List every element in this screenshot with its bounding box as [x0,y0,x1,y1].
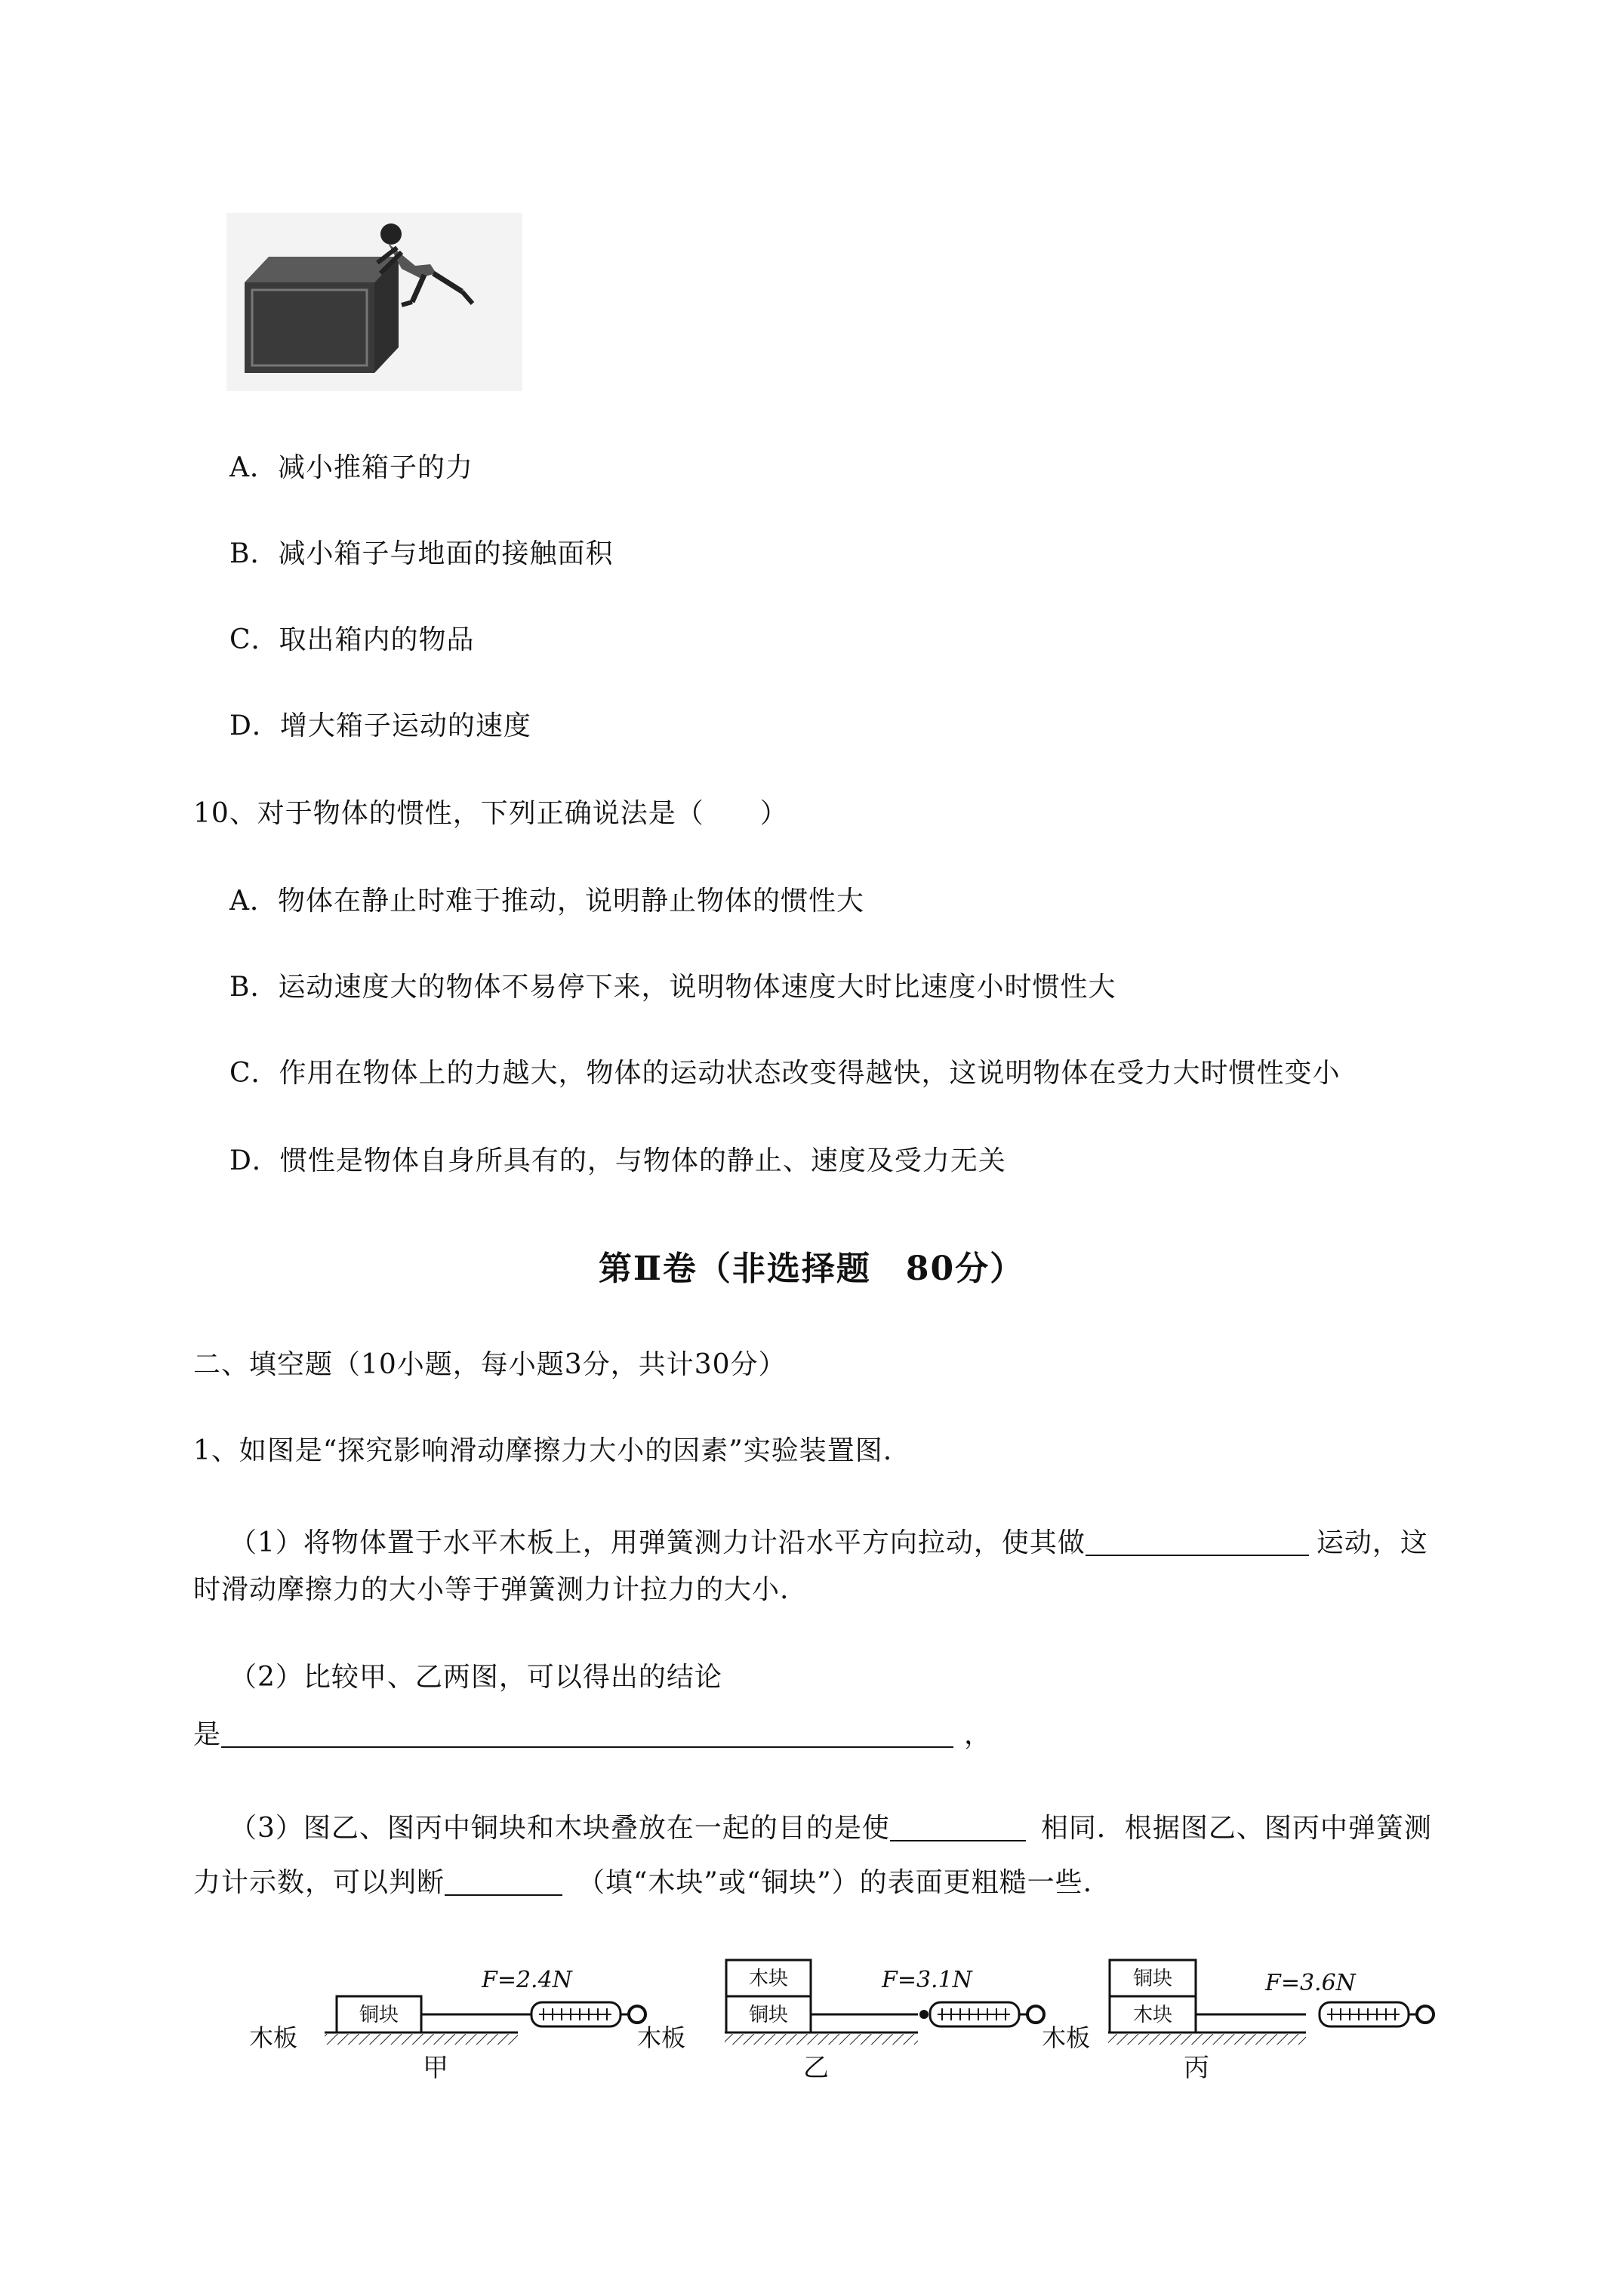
q1-part2-line2 [193,1717,992,1753]
q10-option-d [229,1143,1006,1179]
option-text: 减小箱子与地面的接触面积 [278,538,614,569]
q1-part3-line2 [193,1865,1092,1901]
panel-jia [249,1967,645,2083]
box-pushing-photo [226,213,522,394]
option-text: 物体在静止时难于推动，说明静止物体的惯性大 [278,886,865,917]
block-label: 木块 [748,1968,789,1990]
q10-option-c [229,1056,1341,1092]
panel-caption: 甲 [423,2053,448,2083]
force-reading: F=2.4N [482,1967,572,1993]
block-label: 铜块 [1132,1968,1173,1990]
option-text: 作用在物体上的力越大，物体的运动状态改变得越快，这说明物体在受力大时惯性变小 [279,1058,1341,1089]
option-letter: D． [229,1145,280,1176]
panel-bing [1042,1960,1434,2083]
board-label: 木板 [637,2023,686,2052]
q1-part1-line1 [229,1525,1428,1561]
option-letter: A． [229,452,278,483]
q1-part1-line2: 时滑动摩擦力的大小等于弹簧测力计拉力的大小. [193,1574,790,1605]
panel-caption: 乙 [803,2053,829,2083]
option-letter: D． [229,710,280,741]
board-label: 木板 [249,2023,298,2052]
fill-in-heading: 二、填空题（10小题，每小题3分，共计30分） [193,1349,787,1380]
option-letter: C． [229,1058,279,1089]
option-letter: B． [229,538,279,569]
spring-scale [1320,2002,1434,2026]
q1-part2-suffix: ， [964,1719,993,1750]
block-label: 铜块 [359,2004,399,2026]
block-label: 铜块 [748,2004,789,2026]
q1-part3-text-tail: 相同．根据图乙、图丙中弹簧测 [1040,1813,1432,1844]
q9-option-a [229,450,473,486]
board-label: 木板 [1042,2023,1091,2052]
panel-yi [637,1960,1044,2083]
q9-option-d [229,708,531,744]
q9-option-c [229,622,475,658]
option-text: 减小推箱子的力 [278,452,474,483]
block-label: 木块 [1132,2004,1173,2026]
answer-blank-3[interactable] [890,1814,1026,1841]
option-letter: C． [229,624,279,655]
option-letter: A． [229,886,278,917]
spring-scale [919,2002,1044,2026]
q1-part1-text-tail: 运动，这 [1316,1527,1428,1558]
option-text: 运动速度大的物体不易停下来，说明物体速度大时比速度小时惯性大 [278,972,1116,1003]
option-text: 增大箱子运动的速度 [279,710,531,741]
option-letter: B． [229,972,279,1003]
option-text: 惯性是物体自身所具有的，与物体的静止、速度及受力无关 [279,1145,1006,1176]
spring-scale [531,2002,645,2026]
q1-part3-text2: 力计示数，可以判断 [193,1867,445,1898]
q1-part3-text: （3）图乙、图丙中铜块和木块叠放在一起的目的是使 [229,1813,890,1844]
q1-part2-prefix: 是 [193,1719,222,1750]
friction-experiment-figure [242,1948,1464,2102]
section-title: 第Ⅱ卷（非选择题 80分） [598,1250,1025,1288]
q10-option-b [229,969,1116,1006]
answer-blank-4[interactable] [445,1869,562,1896]
force-reading: F=3.6N [1265,1970,1356,1996]
q1-part3-text2-tail: （填“木块”或“铜块”）的表面更粗糙一些. [577,1867,1093,1898]
q1-part1-text: （1）将物体置于水平木板上，用弹簧测力计沿水平方向拉动，使其做 [229,1527,1086,1558]
q1-part2-line1: （2）比较甲、乙两图，可以得出的结论 [229,1662,722,1693]
q10-option-a [229,883,864,920]
q1-stem: 1、如图是“探究影响滑动摩擦力大小的因素”实验装置图. [193,1435,893,1466]
option-text: 取出箱内的物品 [279,624,475,655]
answer-blank-2[interactable] [221,1721,953,1748]
q9-option-b [229,536,613,572]
answer-blank-1[interactable] [1086,1529,1309,1556]
q1-part3-line1 [229,1811,1432,1847]
panel-caption: 丙 [1184,2053,1209,2083]
q10-stem: 10、对于物体的惯性，下列正确说法是（ ） [193,798,788,829]
force-reading: F=3.1N [882,1967,972,1993]
